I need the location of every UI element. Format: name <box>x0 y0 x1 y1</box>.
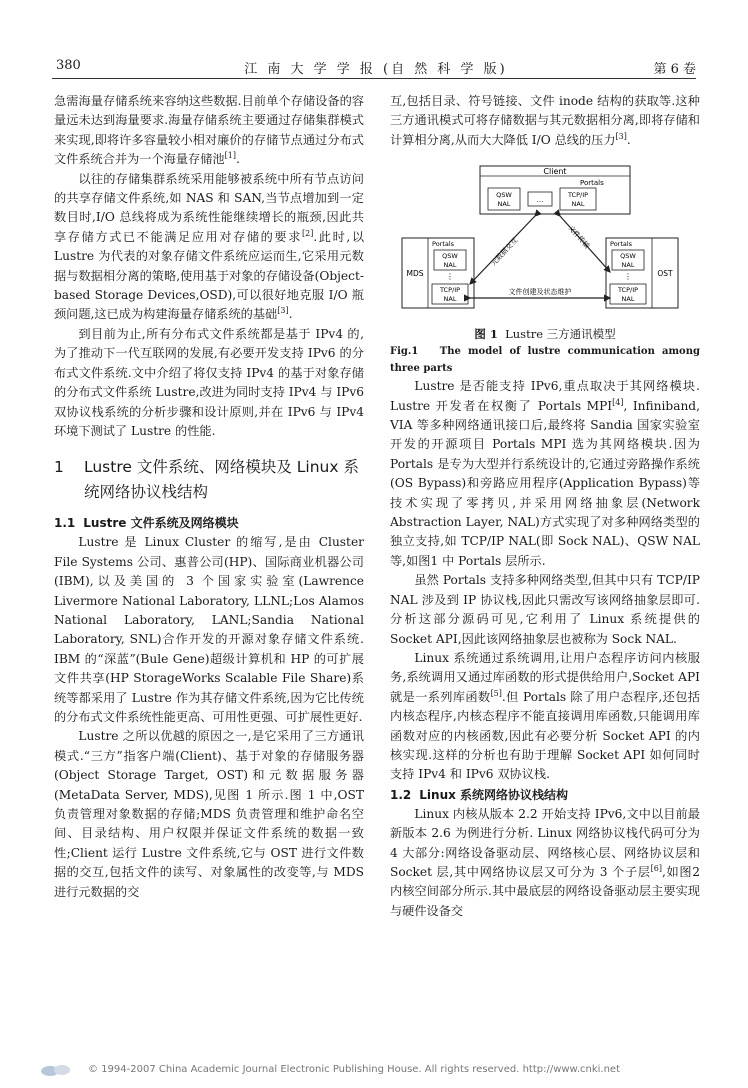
paragraph: 到目前为止,所有分布式文件系统都是基于 IPv4 的,为了推动下一代互联网的发展,有必要开发支持 IPv6 的分布式文件系统.文中介绍了将仅支持 IPv4 的基于对象存储的分布式文件系统 Lustre,改进为同时支持 IPv4 与 IPv6 双协议栈系统的分析步骤和设计原则,并在 IPv6 与 IPv4 环境下测试了 Lustre 的性能. <box>54 326 364 438</box>
subsection-number: 1.1 <box>54 516 76 531</box>
ellipsis: ... <box>536 196 544 205</box>
tcpip-label: TCP/IP <box>567 191 589 200</box>
subsection-heading <box>390 785 700 805</box>
figure-number: 图 1 <box>474 327 498 342</box>
subsection-number: 1.2 <box>390 787 412 802</box>
svg-text:NAL: NAL <box>443 261 457 270</box>
section-heading <box>54 455 364 505</box>
page-header <box>56 58 696 76</box>
svg-text:NAL: NAL <box>621 261 635 270</box>
create-status-arrow-label: 文件创建及状态维护 <box>508 288 572 297</box>
copyright-text: © 1994-2007 China Academic Journal Electronic Publishing House. All rights reserved. http://www.cnki.net <box>88 1064 620 1075</box>
paragraph: Lustre 是 Linux Cluster 的缩写,是由 Cluster File Systems 公司、惠普公司(HP)、国际商业机器公司(IBM),以及美国的 3 个国家实验室(Lawrence Livermore National Laboratory, LLNL;Los Alamos National Laboratory, LANL;Sandia National Laboratory, SNL)合作开发的开源对象存储文件系统. IBM 的“深蓝”(Bule Gene)超级计算机和 HP 的可扩展文件共享(HP StorageWorks Scalable File Share)系统等都采用了 Lustre 作为其存储文件系统,因为它比传统的分布式文件系统性能更高、可用性更强、可扩展性更好. <box>54 535 364 724</box>
left-column <box>54 92 364 902</box>
paragraph: 以往的存储集群系统采用能够被系统中所有节点访问的共享存储文件系统,如 NAS 和 SAN,当节点增加到一定数目时,I/O 总线将成为系统性能继续增长的瓶颈,因此共享存储方式已不能满足应用对存储的要求[2].此时,以 Lustre 为代表的对象存储文件系统应运而生,它采用元数据与数据相分离的策略,使用基于对象的存储设备(Object-based Storage Devices,OSD),可以很好地克服 I/O 瓶颈问题,这已成为构建海量存储系统的基础[3]. <box>54 171 365 322</box>
ost-label: OST <box>657 269 673 279</box>
subsection-title: Linux 系统网络协议栈结构 <box>419 787 569 802</box>
header-rule <box>52 78 696 79</box>
svg-text:⋮: ⋮ <box>624 272 632 282</box>
volume-number: 第 6 卷 <box>653 62 696 77</box>
paragraph: 互,包括目录、符号链接、文件 inode 结构的获取等.这种三方通讯模式可将存储数据与其元数据相分离,即将存储和计算相分离,从而大大降低 I/O 总线的压力[3]. <box>390 94 700 147</box>
paragraph: Lustre 之所以优越的原因之一,是它采用了三方通讯模式.“三方”指客户端(Client)、基于对象的存储服务器(Object Storage Target, OST)和元数据服务器(MetaData Server, MDS),见图 1 所示.图 1 中,OST 负责管理对象数据的存储;MDS 负责管理和维护命名空间、目录结构、用户权限并保证文件系统的数据一致性;Client 运行 Lustre 文件系统,它与 OST 进行文件数据的交互,包括文件的读写、对象属性的改变等,与 MDS 进行元数据的交 <box>54 729 364 899</box>
figure-lustre-model <box>390 162 690 322</box>
svg-text:TCP/IP: TCP/IP <box>617 286 639 295</box>
citation: [5] <box>490 688 502 698</box>
subsection-heading <box>54 513 364 533</box>
metadata-arrow-label: 元数据交互 <box>489 236 520 268</box>
paragraph: Linux 内核从版本 2.2 开始支持 IPv6,文中以目前最新版本 2.6 为例进行分析. Linux 网络协议栈代码可分为 4 大部分:网络设备驱动层、网络核心层、网络协议层和 Socket 层,其中网络协议层又可分为 3 个子层[6],如图2 内核空间部分所示.其中最底层的网络设备驱动层主要实现与硬件设备交 <box>390 806 700 918</box>
paragraph: Lustre 是否能支持 IPv6,重点取决于其网络模块. Lustre 开发者在权衡了 Portals MPI[4], Infiniband, VIA 等多种网络通讯接口后,最终将 Sandia 国家实验室开发的开源项目 Portals MPI 选为其网络模块.因为 Portals 是专为大型并行系统设计的,它通过旁路操作系统(OS Bypass)和旁路应用程序(Application Bypass)等技术实现了零拷贝,并采用网络抽象层(Network Abstraction Layer, NAL)方式实现了对多种网络类型的独立支持,如 TCP/IP NAL(即 Sock NAL)、QSW NAL 等,如图1 中 Portals 层所示. <box>390 379 700 568</box>
mds-label: MDS <box>406 269 424 279</box>
cnki-logo-icon <box>40 1063 72 1077</box>
paragraph: 虽然 Portals 支持多种网络类型,但其中只有 TCP/IP NAL 涉及到 IP 协议栈,因此只需改写该网络抽象层即可.分析这部分源码可见,它利用了 Linux 系统提供的 Socket API,因此该网络抽象层也被称为 Sock NAL. <box>390 573 700 646</box>
right-column <box>390 92 700 921</box>
nal-label: NAL <box>571 200 585 209</box>
qsw-label: QSW <box>496 191 512 200</box>
citation: [2] <box>302 228 314 238</box>
citation: [4] <box>612 397 624 407</box>
subsection-title: Lustre 文件系统及网络模块 <box>83 516 239 531</box>
portals-label: Portals <box>432 240 455 249</box>
client-label: Client <box>543 167 567 177</box>
figure-title-en: The model of lustre communication among three parts <box>390 346 700 375</box>
svg-text:NAL: NAL <box>443 295 457 304</box>
portals-label: Portals <box>580 179 604 188</box>
figure-caption <box>390 326 700 343</box>
portals-label: Portals <box>610 240 633 249</box>
svg-text:TCP/IP: TCP/IP <box>439 286 461 295</box>
citation: [3] <box>615 131 627 141</box>
figure-number-en: Fig.1 <box>390 346 419 358</box>
page-footer <box>40 1063 720 1079</box>
figure-title: Lustre 三方通讯模型 <box>505 327 616 342</box>
section-number: 1 <box>54 458 64 477</box>
lustre-diagram <box>390 162 690 322</box>
figure-caption-en <box>390 343 700 377</box>
svg-text:QSW: QSW <box>442 252 458 261</box>
journal-title: 江 南 大 学 学 报 (自 然 科 学 版) <box>244 62 508 77</box>
citation: [3] <box>277 306 289 316</box>
section-title: Lustre 文件系统、网络模块及 Linux 系统网络协议栈结构 <box>84 458 359 502</box>
citation: [6] <box>650 863 662 873</box>
paragraph: Linux 系统通过系统调用,让用户态程序访问内核服务,系统调用又通过库函数的形式提供给用户,Socket API 就是一系列库函数[5].但 Portals 除了用户态程序,还包括内核态程序,内核态程序不能直接调用库函数,只能调用库函数对应的内核函数,因此有必要分析 Socket API 的内核实现.这样的分析也有助于理解 Socket API 如何同时支持 IPv4 和 IPv6 双协议栈. <box>390 650 700 782</box>
svg-text:QSW: QSW <box>620 252 636 261</box>
file-transfer-arrow-label: 文件传输 <box>566 224 592 251</box>
svg-text:⋮: ⋮ <box>446 272 454 282</box>
svg-text:NAL: NAL <box>621 295 635 304</box>
citation: [1] <box>224 151 236 161</box>
paragraph: 急需海量存储系统来容纳这些数据.目前单个存储设备的容量远未达到海量要求.海量存储系统主要通过存储集群模式来实现,即将许多容量较小相对廉价的存储节点通过分布式文件系统合并为一个海量存储池[1]. <box>54 94 364 167</box>
nal-label: NAL <box>497 200 511 209</box>
page-number: 380 <box>56 58 81 73</box>
